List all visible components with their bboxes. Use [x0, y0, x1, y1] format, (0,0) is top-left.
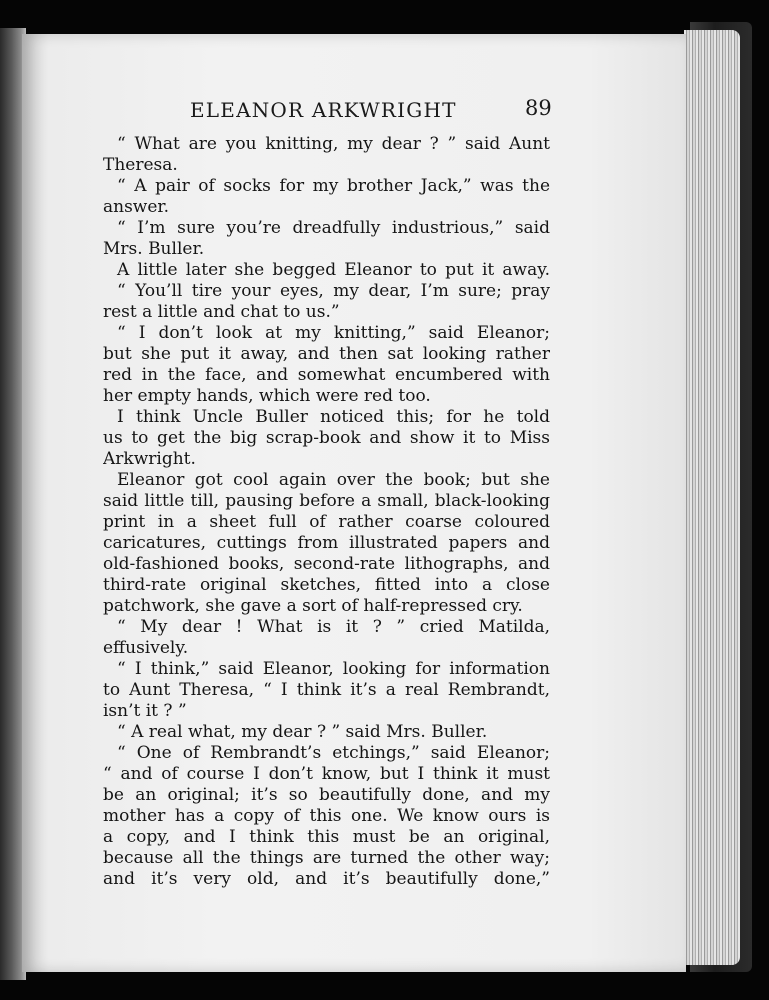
text-line: said little till, pausing before a small, black-looking [103, 491, 550, 511]
text-line: be an original; it’s so beautifully done, and my [103, 785, 550, 805]
text-line: effusively. [103, 638, 189, 658]
text-line: third-rate original sketches, fitted into a close [103, 575, 550, 595]
text-line: answer. [103, 197, 170, 217]
text-line: “ My dear ! What is it ? ” cried Matilda, [117, 617, 550, 637]
text-line: “ and of course I don’t know, but I think it must [103, 764, 550, 784]
text-line: mother has a copy of this one. We know ours is [103, 806, 550, 826]
text-line: her empty hands, which were red too. [103, 386, 431, 406]
text-line: “ I don’t look at my knitting,” said Eleanor; [117, 323, 550, 343]
text-line: caricatures, cuttings from illustrated papers and [103, 533, 550, 553]
text-line: because all the things are turned the other way; [103, 848, 550, 868]
text-line: I think Uncle Buller noticed this; for he told [117, 407, 550, 427]
text-line: “ A real what, my dear ? ” said Mrs. Buller. [117, 722, 488, 742]
running-head [0, 98, 769, 128]
text-line: A little later she begged Eleanor to put it away. [117, 260, 550, 280]
text-line: “ I’m sure you’re dreadfully industrious,” said [117, 218, 550, 238]
text-line: to Aunt Theresa, “ I think it’s a real Rembrandt, [103, 680, 550, 700]
page-stack-edges [684, 30, 740, 965]
text-line: patchwork, she gave a sort of half-repressed cry. [103, 596, 523, 616]
page-number: 89 [525, 96, 552, 120]
text-line: and it’s very old, and it’s beautifully done,” [103, 869, 550, 889]
text-line: but she put it away, and then sat looking rather [103, 344, 550, 364]
text-line: isn’t it ? ” [103, 701, 187, 721]
text-line: “ You’ll tire your eyes, my dear, I’m sure; pray [117, 281, 550, 301]
text-line: “ What are you knitting, my dear ? ” said Aunt [117, 134, 550, 154]
text-line: print in a sheet full of rather coarse coloured [103, 512, 550, 532]
text-line: “ I think,” said Eleanor, looking for information [117, 659, 550, 679]
text-line: Theresa. [103, 155, 178, 175]
body-text [103, 134, 550, 890]
text-line: Arkwright. [103, 449, 196, 469]
running-head-title: ELEANOR ARKWRIGHT [190, 98, 457, 122]
text-line: “ A pair of socks for my brother Jack,” was the [117, 176, 550, 196]
text-line: rest a little and chat to us.” [103, 302, 340, 322]
text-line: Mrs. Buller. [103, 239, 205, 259]
text-line: a copy, and I think this must be an original, [103, 827, 550, 847]
text-line: Eleanor got cool again over the book; but she [117, 470, 550, 490]
text-line: old-fashioned books, second-rate lithographs, and [103, 554, 550, 574]
text-line: red in the face, and somewhat encumbered with [103, 365, 550, 385]
text-line: us to get the big scrap-book and show it to Miss [103, 428, 550, 448]
text-line: “ One of Rembrandt’s etchings,” said Eleanor; [117, 743, 550, 763]
